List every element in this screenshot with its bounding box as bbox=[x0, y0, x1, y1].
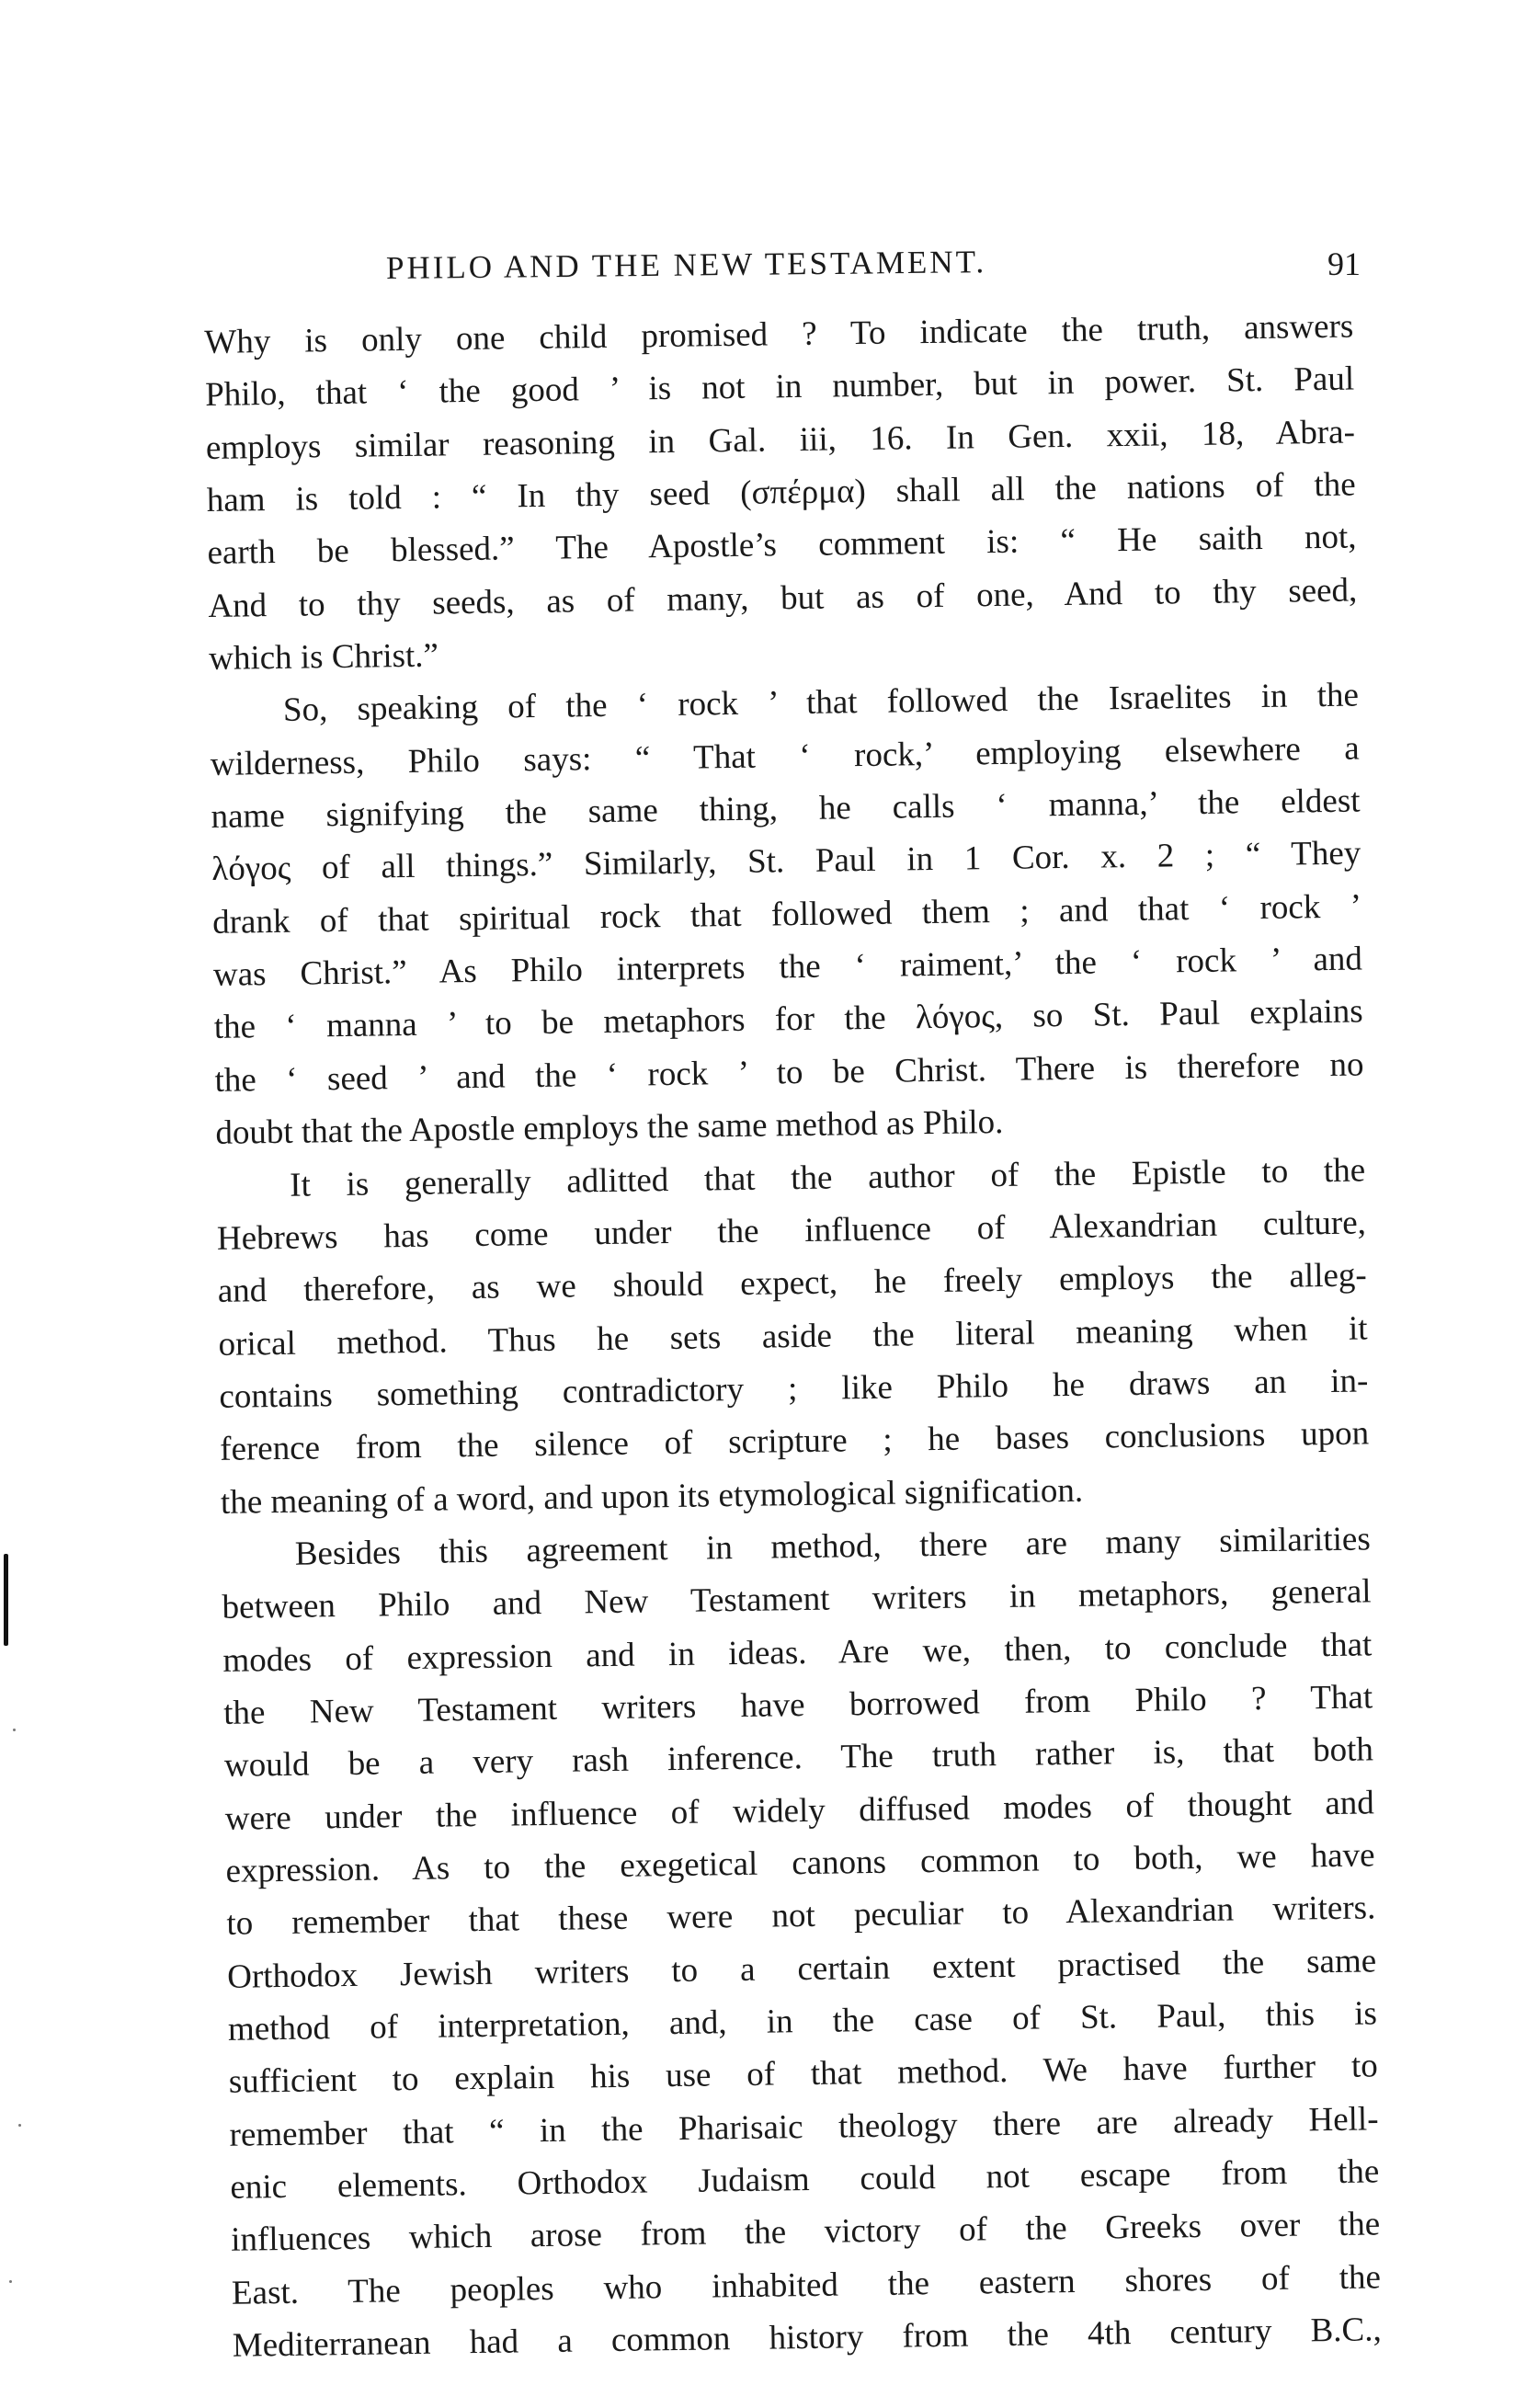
text-line: the ‘ seed ’ and the ‘ rock ’ to be Christ. There is therefore no bbox=[214, 1045, 1364, 1100]
text-line: East. The peoples who inhabited the eastern shores of the bbox=[231, 2258, 1382, 2312]
text-line: remember that “ in the Pharisaic theology there are already Hell- bbox=[229, 2100, 1379, 2154]
text-line: earth be blessed.” The Apostle’s comment is: “ He saith not, bbox=[207, 518, 1357, 573]
text-line: were under the influence of widely diffused modes of thought and bbox=[224, 1784, 1374, 1838]
paragraph-3 bbox=[216, 1144, 1370, 1529]
text-line: Orthodox Jewish writers to a certain extent practised the same bbox=[226, 1942, 1377, 1996]
text-line: And to thy seeds, as of many, but as of one, And to thy seed, bbox=[208, 571, 1358, 625]
text-line: orical method. Thus he sets aside the literal meaning when it bbox=[218, 1308, 1368, 1364]
scan-speck bbox=[13, 1729, 16, 1731]
body-text bbox=[204, 301, 1382, 2373]
text-line: the ‘ manna ’ to be metaphors for the λόγος, so St. Paul explains bbox=[213, 992, 1363, 1047]
text-line: wilderness, Philo says: “ That ‘ rock,’ employing elsewhere a bbox=[210, 729, 1360, 783]
text-line: was Christ.” As Philo interprets the ‘ raiment,’ the ‘ rock ’ and bbox=[212, 940, 1363, 995]
text-line: So, speaking of the ‘ rock ’ that followed the Israelites in the bbox=[282, 676, 1360, 730]
text-line: sufficient to explain his use of that method. We have further to bbox=[228, 2047, 1378, 2102]
text-line: Why is only one child promised ? To indicate the truth, answers bbox=[204, 307, 1354, 361]
text-line: contains something contradictory ; like Philo he draws an in- bbox=[219, 1362, 1369, 1416]
text-line: between Philo and New Testament writers in metaphors, general bbox=[222, 1572, 1372, 1627]
text-line: would be a very rash inference. The truth rather is, that both bbox=[223, 1730, 1374, 1786]
text-line: method of interpretation, and, in the case of St. Paul, this is bbox=[227, 1994, 1378, 2049]
text-line: and therefore, as we should expect, he freely employs the alleg- bbox=[217, 1256, 1367, 1311]
scan-speck bbox=[9, 2280, 12, 2283]
page-number: 91 bbox=[1327, 245, 1361, 282]
text-line: which is Christ.” bbox=[208, 636, 439, 679]
scan-edge-mark bbox=[4, 1554, 8, 1646]
text-line: Philo, that ‘ the good ’ is not in number, but in power. St. Paul bbox=[204, 359, 1355, 415]
paragraph-2 bbox=[210, 669, 1365, 1159]
scan-speck bbox=[18, 2124, 21, 2127]
text-line: Mediterranean had a common history from the 4th century B.C., bbox=[232, 2311, 1382, 2365]
text-line: Hebrews has come under the influence of Alexandrian culture, bbox=[216, 1204, 1367, 1258]
text-line: expression. As to the exegetical canons common to both, we have bbox=[225, 1836, 1375, 1890]
text-line: ham is told : “ In thy seed (σπέρμα) shall all the nations of the bbox=[206, 465, 1356, 520]
paragraph-1 bbox=[204, 301, 1358, 686]
text-line: modes of expression and in ideas. Are we, then, to conclude that bbox=[222, 1626, 1373, 1680]
text-line: λόγος of all things.” Similarly, St. Paul in 1 Cor. x. 2 ; “ They bbox=[211, 834, 1361, 889]
running-title: PHILO AND THE NEW TESTAMENT. bbox=[385, 244, 987, 286]
text-line: It is generally adlitted that the author of the Epistle to the bbox=[289, 1150, 1366, 1204]
text-line: enic elements. Orthodox Judaism could not escape from the bbox=[230, 2152, 1380, 2207]
text-line: employs similar reasoning in Gal. iii, 16. In Gen. xxii, 18, Abra- bbox=[205, 413, 1356, 467]
text-line: influences which arose from the victory of the Greeks over the bbox=[230, 2205, 1381, 2260]
paragraph-4 bbox=[221, 1512, 1382, 2372]
text-line: to remember that these were not peculiar to Alexandrian writers. bbox=[226, 1889, 1376, 1944]
text-line: name signifying the same thing, he calls ‘ manna,’ the eldest bbox=[211, 782, 1361, 837]
text-line: the New Testament writers have borrowed from Philo ? That bbox=[222, 1678, 1373, 1732]
text-line: Besides this agreement in method, there are many similarities bbox=[294, 1520, 1371, 1573]
text-line: the meaning of a word, and upon its etymological signification. bbox=[220, 1471, 1084, 1522]
page-header bbox=[202, 244, 1361, 305]
text-line: ference from the silence of scripture ; he bases conclusions upon bbox=[219, 1414, 1370, 1469]
text-line: drank of that spiritual rock that followed them ; and that ‘ rock ’ bbox=[211, 887, 1362, 942]
text-line: doubt that the Apostle employs the same method as Philo. bbox=[215, 1103, 1004, 1153]
